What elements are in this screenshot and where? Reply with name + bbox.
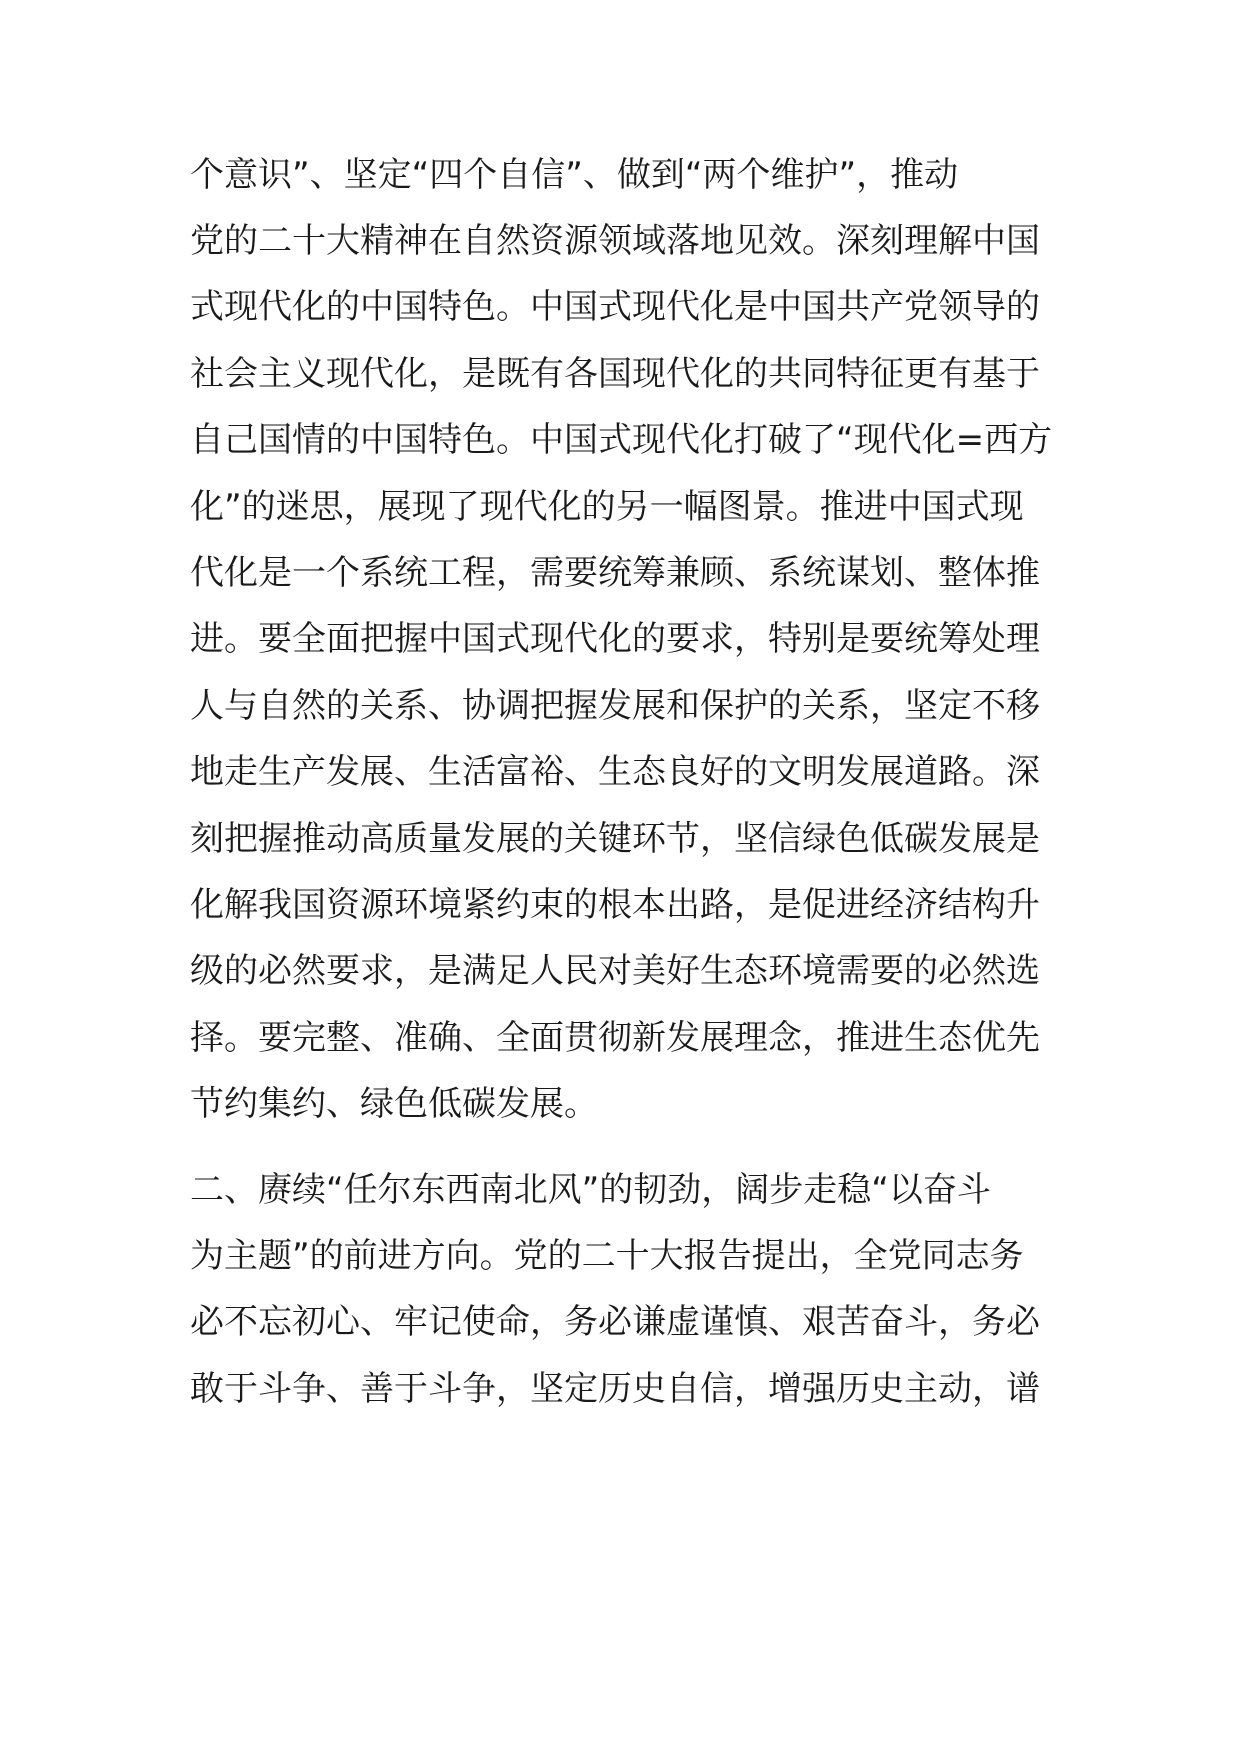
- text-line: 节约集约、绿色低碳发展。: [190, 1084, 598, 1124]
- text-line: 地走生产发展、生活富裕、生态良好的文明发展道路。深: [190, 752, 1040, 792]
- text-line: 社会主义现代化，是既有各国现代化的共同特征更有基于: [190, 354, 1040, 394]
- text-line: 为主题”的前进方向。党的二十大报告提出，全党同志务: [190, 1236, 1024, 1276]
- text-line: 化解我国资源环境紧约束的根本出路，是促进经济结构升: [190, 885, 1040, 925]
- text-line: 人与自然的关系、协调把握发展和保护的关系，坚定不移: [190, 686, 1040, 726]
- text-line: 刻把握推动高质量发展的关键环节，坚信绿色低碳发展是: [190, 819, 1040, 859]
- text-line: 式现代化的中国特色。中国式现代化是中国共产党领导的: [190, 287, 1040, 327]
- text-line: 进。要全面把握中国式现代化的要求，特别是要统筹处理: [190, 619, 1040, 659]
- text-line: 级的必然要求，是满足人民对美好生态环境需要的必然选: [190, 951, 1040, 991]
- text-line: 择。要完整、准确、全面贯彻新发展理念，推进生态优先: [190, 1018, 1040, 1058]
- text-line: 化”的迷思，展现了现代化的另一幅图景。推进中国式现: [190, 487, 1024, 527]
- text-line: 必不忘初心、牢记使命，务必谦虚谨慎、艰苦奋斗，务必: [190, 1302, 1040, 1342]
- text-line: 自己国情的中国特色。中国式现代化打破了“现代化=西方: [190, 420, 1053, 460]
- text-line: 个意识”、坚定“四个自信”、做到“两个维护”，推动: [190, 155, 959, 195]
- text-line: 代化是一个系统工程，需要统筹兼顾、系统谋划、整体推: [190, 553, 1040, 593]
- text-line: 敢于斗争、善于斗争，坚定历史自信，增强历史主动，谱: [190, 1369, 1040, 1409]
- section-heading-line: 二、赓续“任尔东西南北风”的韧劲，阔步走稳“以奋斗: [190, 1170, 991, 1210]
- text-line: 党的二十大精神在自然资源领域落地见效。深刻理解中国: [190, 221, 1040, 261]
